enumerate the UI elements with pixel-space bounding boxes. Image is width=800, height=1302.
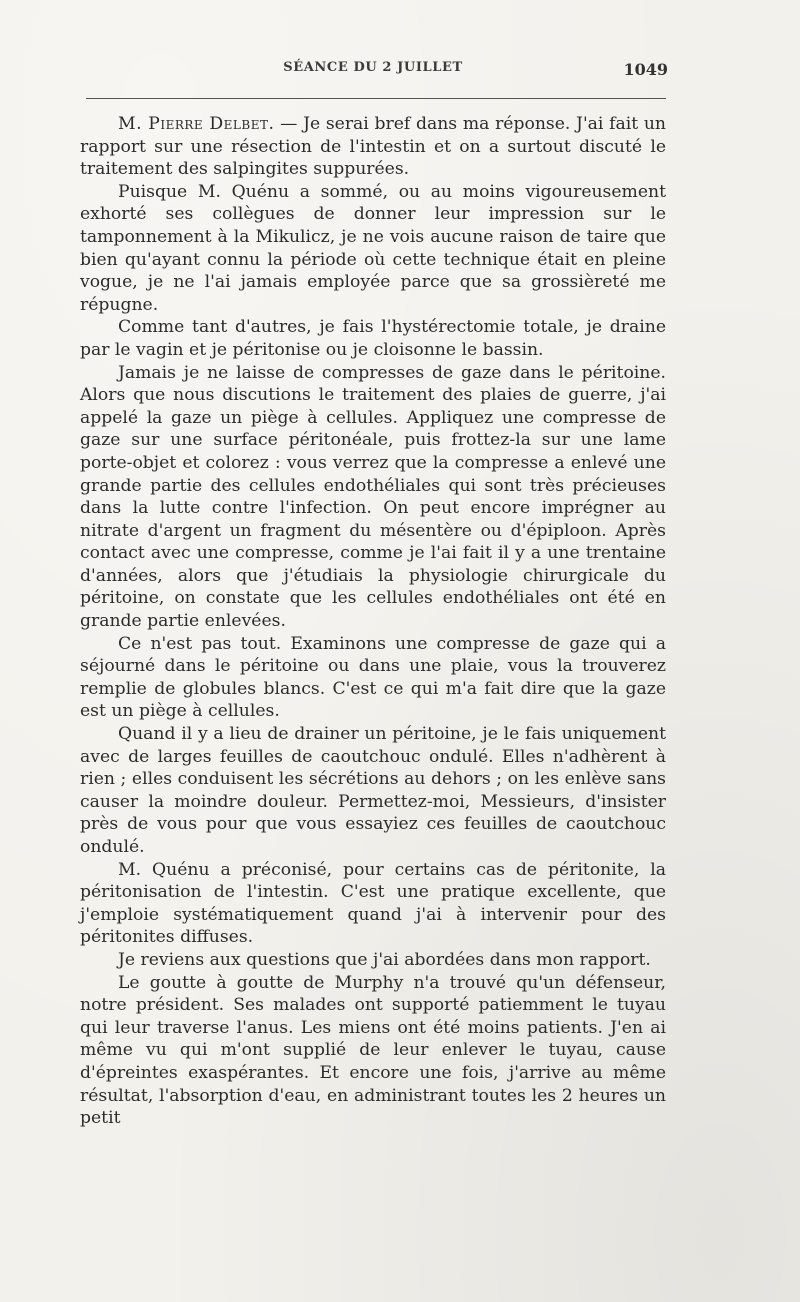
paragraph: Ce n'est pas tout. Examinons une compresse de gaze qui a séjourné dans le péritoine ou dans une plaie, vous la trouverez remplie de globules blancs. C'est ce qui m'a fait dire que la gaze est un piège à cellules.: [80, 633, 666, 722]
header-rule: [86, 98, 666, 99]
page-number: 1049: [623, 60, 668, 79]
paragraph: [80, 113, 666, 181]
paragraph: Puisque M. Quénu a sommé, ou au moins vigoureusement exhorté ses collègues de donner leur impression sur le tamponnement à la Mikulicz, je ne vois aucune raison de taire que bien qu'ayant connu la période où cette technique était en pleine vogue, je ne l'ai jamais employée parce que sa grossièreté me répugne.: [80, 181, 666, 315]
paragraph: M. Quénu a préconisé, pour certains cas de péritonite, la péritonisation de l'intestin. C'est une pratique excellente, que j'emploie systématiquement quand j'ai à intervenir pour des péritonites diffuses.: [80, 859, 666, 948]
paragraph: Quand il y a lieu de drainer un péritoine, je le fais uniquement avec de larges feuilles de caoutchouc ondulé. Elles n'adhèrent à rien ; elles conduisent les sécrétions au dehors ; on les enlève sans causer la moindre douleur. Permettez-moi, Messieurs, d'insister près de vous pour que vous essayiez ces feuilles de caoutchouc ondulé.: [80, 724, 666, 857]
body-text: [80, 113, 666, 1130]
page-header: [78, 58, 668, 86]
running-head: SÉANCE DU 2 JUILLET: [283, 60, 463, 75]
paragraph: Je reviens aux questions que j'ai abordées dans mon rapport.: [118, 949, 651, 970]
paragraph: Jamais je ne laisse de compresses de gaze dans le péritoine. Alors que nous discutions le traitement des plaies de guerre, j'ai appelé la gaze un piège à cellules. Appliquez une compresse de gaze sur une surface péritonéale, puis frottez-la sur une lame porte-objet et colorez : vous verrez que la compresse a enlevé une grande partie des cellules endothéliales qui sont très précieuses dans la lutte contre l'infection. On peut encore imprégner au nitrate d'argent un fragment du mésentère ou d'épiploon. Après contact avec une compresse, comme je l'ai fait il y a une trentaine d'années, alors que j'étudiais la physiologie chirurgicale du péritoine, on constate que les cellules endothéliales ont été en grande partie enlevées.: [80, 362, 666, 632]
paragraph: Le goutte à goutte de Murphy n'a trouvé qu'un défenseur, notre président. Ses malades ont supporté patiemment le tuyau qui leur traverse l'anus. Les miens ont été moins patients. J'en ai même vu qui m'ont supplié de leur enlever le tuyau, cause d'épreintes exaspérantes. Et encore une fois, j'arrive au même résultat, l'absorption d'eau, en administrant toutes les 2 heures un petit: [80, 972, 666, 1129]
paragraph: Comme tant d'autres, je fais l'hystérectomie totale, je draine par le vagin et je péritonise ou je cloisonne le bassin.: [80, 317, 666, 360]
paragraph-text: — Je serai bref dans ma réponse. J'ai fait un rapport sur une résection de l'intestin et on a surtout discuté le traitement des salpingites suppurées.: [80, 114, 666, 180]
speaker-name: M. Pierre Delbet.: [118, 114, 275, 134]
